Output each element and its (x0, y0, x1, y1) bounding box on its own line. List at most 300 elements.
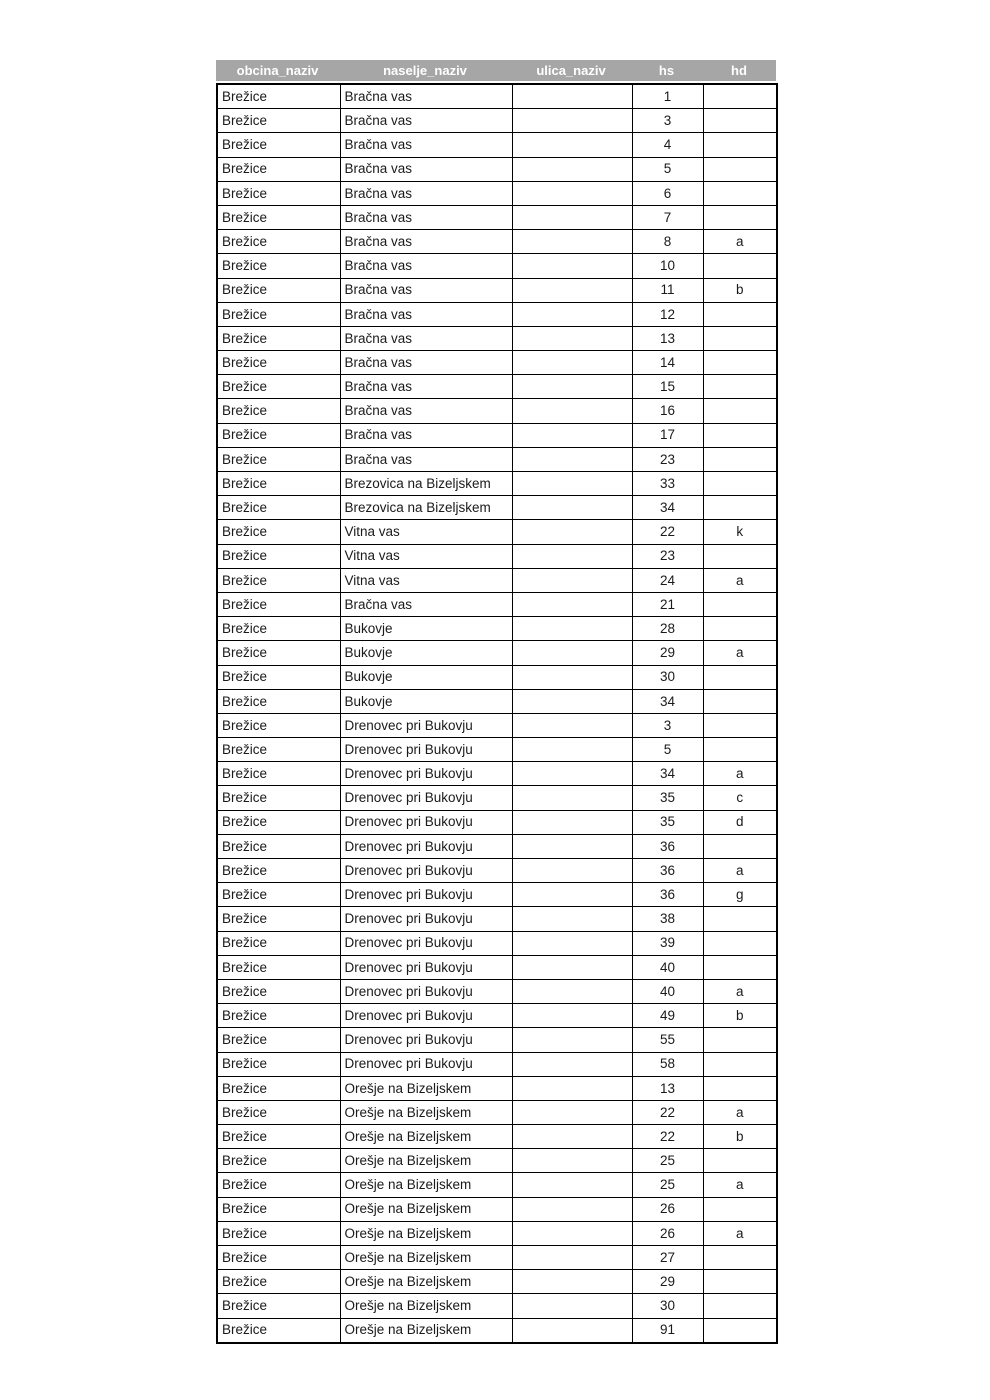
cell-obcina_naziv: Brežice (217, 399, 340, 423)
cell-hd (703, 907, 777, 931)
cell-hd (703, 375, 777, 399)
cell-hs: 3 (632, 713, 703, 737)
cell-obcina_naziv: Brežice (217, 1100, 340, 1124)
cell-ulica_naziv (512, 1052, 632, 1076)
cell-ulica_naziv (512, 1294, 632, 1318)
cell-hs: 30 (632, 665, 703, 689)
table-row (217, 568, 777, 592)
table-row (217, 1028, 777, 1052)
cell-hd (703, 1076, 777, 1100)
table-rows-container (217, 84, 777, 1343)
cell-hd (703, 326, 777, 350)
cell-naselje_naziv: Drenovec pri Bukovju (340, 738, 512, 762)
cell-ulica_naziv (512, 399, 632, 423)
cell-hs: 6 (632, 181, 703, 205)
table-row (217, 786, 777, 810)
cell-obcina_naziv: Brežice (217, 1221, 340, 1245)
cell-obcina_naziv: Brežice (217, 689, 340, 713)
cell-naselje_naziv: Bračna vas (340, 302, 512, 326)
table-row (217, 351, 777, 375)
table-row (217, 423, 777, 447)
cell-hs: 33 (632, 472, 703, 496)
cell-ulica_naziv (512, 979, 632, 1003)
table-row (217, 738, 777, 762)
cell-obcina_naziv: Brežice (217, 326, 340, 350)
cell-ulica_naziv (512, 326, 632, 350)
table-row (217, 762, 777, 786)
cell-ulica_naziv (512, 1173, 632, 1197)
cell-obcina_naziv: Brežice (217, 351, 340, 375)
cell-naselje_naziv: Orešje na Bizeljskem (340, 1076, 512, 1100)
cell-hs: 36 (632, 834, 703, 858)
cell-obcina_naziv: Brežice (217, 520, 340, 544)
table-row (217, 254, 777, 278)
table-row (217, 1149, 777, 1173)
cell-naselje_naziv: Drenovec pri Bukovju (340, 859, 512, 883)
cell-obcina_naziv: Brežice (217, 1076, 340, 1100)
cell-hs: 23 (632, 447, 703, 471)
cell-hd (703, 1270, 777, 1294)
cell-hd (703, 1149, 777, 1173)
cell-hs: 14 (632, 351, 703, 375)
cell-naselje_naziv: Bračna vas (340, 351, 512, 375)
cell-hs: 29 (632, 641, 703, 665)
cell-naselje_naziv: Bračna vas (340, 326, 512, 350)
cell-hd (703, 496, 777, 520)
table-row (217, 1004, 777, 1028)
cell-obcina_naziv: Brežice (217, 931, 340, 955)
cell-ulica_naziv (512, 665, 632, 689)
cell-obcina_naziv: Brežice (217, 1270, 340, 1294)
cell-hs: 55 (632, 1028, 703, 1052)
cell-naselje_naziv: Drenovec pri Bukovju (340, 931, 512, 955)
table-row (217, 399, 777, 423)
cell-naselje_naziv: Drenovec pri Bukovju (340, 762, 512, 786)
cell-hs: 34 (632, 496, 703, 520)
cell-hd (703, 1052, 777, 1076)
cell-hd (703, 617, 777, 641)
cell-ulica_naziv (512, 641, 632, 665)
cell-ulica_naziv (512, 496, 632, 520)
cell-naselje_naziv: Orešje na Bizeljskem (340, 1125, 512, 1149)
cell-hs: 4 (632, 133, 703, 157)
cell-hd: d (703, 810, 777, 834)
cell-hd: g (703, 883, 777, 907)
cell-hs: 27 (632, 1246, 703, 1270)
cell-obcina_naziv: Brežice (217, 375, 340, 399)
table-row (217, 1052, 777, 1076)
table-row (217, 133, 777, 157)
cell-naselje_naziv: Drenovec pri Bukovju (340, 1028, 512, 1052)
table-row (217, 1076, 777, 1100)
cell-hd: c (703, 786, 777, 810)
cell-hs: 40 (632, 979, 703, 1003)
cell-naselje_naziv: Drenovec pri Bukovju (340, 883, 512, 907)
cell-ulica_naziv (512, 1004, 632, 1028)
address-table (216, 60, 776, 1344)
cell-hs: 3 (632, 109, 703, 133)
cell-ulica_naziv (512, 955, 632, 979)
cell-obcina_naziv: Brežice (217, 1173, 340, 1197)
cell-ulica_naziv (512, 1318, 632, 1343)
cell-hs: 8 (632, 230, 703, 254)
cell-hs: 29 (632, 1270, 703, 1294)
cell-hd (703, 544, 777, 568)
cell-obcina_naziv: Brežice (217, 302, 340, 326)
cell-naselje_naziv: Drenovec pri Bukovju (340, 1004, 512, 1028)
cell-naselje_naziv: Orešje na Bizeljskem (340, 1318, 512, 1343)
column-header-obcina-naziv: obcina_naziv (236, 63, 319, 78)
cell-hd (703, 713, 777, 737)
cell-hs: 11 (632, 278, 703, 302)
table-row (217, 375, 777, 399)
cell-naselje_naziv: Drenovec pri Bukovju (340, 810, 512, 834)
cell-obcina_naziv: Brežice (217, 181, 340, 205)
cell-ulica_naziv (512, 738, 632, 762)
cell-hs: 40 (632, 955, 703, 979)
cell-hs: 28 (632, 617, 703, 641)
cell-obcina_naziv: Brežice (217, 979, 340, 1003)
cell-naselje_naziv: Bračna vas (340, 375, 512, 399)
cell-obcina_naziv: Brežice (217, 762, 340, 786)
cell-naselje_naziv: Bukovje (340, 617, 512, 641)
cell-hd (703, 1197, 777, 1221)
cell-hs: 13 (632, 1076, 703, 1100)
cell-obcina_naziv: Brežice (217, 713, 340, 737)
cell-obcina_naziv: Brežice (217, 738, 340, 762)
cell-naselje_naziv: Vitna vas (340, 544, 512, 568)
cell-obcina_naziv: Brežice (217, 447, 340, 471)
cell-hd (703, 834, 777, 858)
cell-hd (703, 302, 777, 326)
table-row (217, 472, 777, 496)
cell-ulica_naziv (512, 1221, 632, 1245)
cell-ulica_naziv (512, 810, 632, 834)
cell-naselje_naziv: Bračna vas (340, 278, 512, 302)
cell-hs: 39 (632, 931, 703, 955)
cell-ulica_naziv (512, 1149, 632, 1173)
cell-obcina_naziv: Brežice (217, 472, 340, 496)
cell-ulica_naziv (512, 84, 632, 109)
cell-hs: 25 (632, 1149, 703, 1173)
cell-naselje_naziv: Drenovec pri Bukovju (340, 834, 512, 858)
cell-ulica_naziv (512, 544, 632, 568)
cell-obcina_naziv: Brežice (217, 786, 340, 810)
cell-hs: 38 (632, 907, 703, 931)
cell-hs: 36 (632, 883, 703, 907)
cell-naselje_naziv: Orešje na Bizeljskem (340, 1173, 512, 1197)
cell-obcina_naziv: Brežice (217, 1197, 340, 1221)
cell-ulica_naziv (512, 907, 632, 931)
table-row (217, 326, 777, 350)
table-row (217, 979, 777, 1003)
table-row (217, 157, 777, 181)
cell-ulica_naziv (512, 157, 632, 181)
cell-naselje_naziv: Orešje na Bizeljskem (340, 1294, 512, 1318)
cell-hs: 22 (632, 1125, 703, 1149)
table-row (217, 810, 777, 834)
cell-naselje_naziv: Bračna vas (340, 205, 512, 229)
cell-ulica_naziv (512, 254, 632, 278)
cell-hd: b (703, 1125, 777, 1149)
cell-ulica_naziv (512, 762, 632, 786)
cell-naselje_naziv: Bračna vas (340, 399, 512, 423)
cell-obcina_naziv: Brežice (217, 665, 340, 689)
cell-naselje_naziv: Bukovje (340, 689, 512, 713)
cell-hs: 34 (632, 689, 703, 713)
table-row (217, 907, 777, 931)
cell-obcina_naziv: Brežice (217, 84, 340, 109)
cell-naselje_naziv: Drenovec pri Bukovju (340, 907, 512, 931)
table-row (217, 1221, 777, 1245)
cell-hd (703, 1028, 777, 1052)
cell-obcina_naziv: Brežice (217, 1246, 340, 1270)
table-row (217, 496, 777, 520)
cell-hd: a (703, 1100, 777, 1124)
table-row (217, 302, 777, 326)
cell-naselje_naziv: Bračna vas (340, 254, 512, 278)
cell-hd (703, 1318, 777, 1343)
cell-ulica_naziv (512, 520, 632, 544)
cell-hs: 35 (632, 810, 703, 834)
table-row (217, 883, 777, 907)
cell-hs: 36 (632, 859, 703, 883)
cell-obcina_naziv: Brežice (217, 617, 340, 641)
cell-hs: 22 (632, 1100, 703, 1124)
cell-ulica_naziv (512, 447, 632, 471)
cell-hs: 49 (632, 1004, 703, 1028)
table-row (217, 1197, 777, 1221)
table-row (217, 205, 777, 229)
cell-naselje_naziv: Bračna vas (340, 230, 512, 254)
cell-hs: 25 (632, 1173, 703, 1197)
table-row (217, 181, 777, 205)
cell-naselje_naziv: Drenovec pri Bukovju (340, 955, 512, 979)
cell-obcina_naziv: Brežice (217, 1294, 340, 1318)
cell-obcina_naziv: Brežice (217, 496, 340, 520)
cell-ulica_naziv (512, 133, 632, 157)
cell-naselje_naziv: Brezovica na Bizeljskem (340, 472, 512, 496)
cell-ulica_naziv (512, 472, 632, 496)
cell-obcina_naziv: Brežice (217, 544, 340, 568)
cell-obcina_naziv: Brežice (217, 109, 340, 133)
cell-hd (703, 689, 777, 713)
cell-obcina_naziv: Brežice (217, 157, 340, 181)
cell-hd (703, 1294, 777, 1318)
cell-obcina_naziv: Brežice (217, 641, 340, 665)
cell-hd (703, 472, 777, 496)
cell-hd: a (703, 1173, 777, 1197)
cell-obcina_naziv: Brežice (217, 1318, 340, 1343)
cell-hs: 5 (632, 738, 703, 762)
cell-hs: 91 (632, 1318, 703, 1343)
cell-hd (703, 133, 777, 157)
table-row (217, 1100, 777, 1124)
cell-hs: 16 (632, 399, 703, 423)
cell-ulica_naziv (512, 689, 632, 713)
cell-naselje_naziv: Drenovec pri Bukovju (340, 1052, 512, 1076)
table-row (217, 1125, 777, 1149)
cell-ulica_naziv (512, 1125, 632, 1149)
cell-hs: 5 (632, 157, 703, 181)
cell-naselje_naziv: Bračna vas (340, 592, 512, 616)
cell-hd (703, 157, 777, 181)
cell-ulica_naziv (512, 181, 632, 205)
cell-ulica_naziv (512, 351, 632, 375)
cell-ulica_naziv (512, 1028, 632, 1052)
cell-obcina_naziv: Brežice (217, 955, 340, 979)
cell-ulica_naziv (512, 834, 632, 858)
cell-ulica_naziv (512, 230, 632, 254)
cell-hd: a (703, 762, 777, 786)
cell-obcina_naziv: Brežice (217, 859, 340, 883)
cell-hd: a (703, 979, 777, 1003)
cell-ulica_naziv (512, 786, 632, 810)
cell-ulica_naziv (512, 1197, 632, 1221)
cell-hs: 58 (632, 1052, 703, 1076)
cell-hs: 12 (632, 302, 703, 326)
cell-naselje_naziv: Brezovica na Bizeljskem (340, 496, 512, 520)
cell-naselje_naziv: Bračna vas (340, 423, 512, 447)
cell-hs: 17 (632, 423, 703, 447)
table-row (217, 955, 777, 979)
cell-obcina_naziv: Brežice (217, 205, 340, 229)
cell-ulica_naziv (512, 1100, 632, 1124)
cell-ulica_naziv (512, 423, 632, 447)
cell-hd (703, 592, 777, 616)
cell-obcina_naziv: Brežice (217, 423, 340, 447)
cell-ulica_naziv (512, 278, 632, 302)
cell-hd (703, 254, 777, 278)
cell-obcina_naziv: Brežice (217, 592, 340, 616)
cell-ulica_naziv (512, 302, 632, 326)
cell-ulica_naziv (512, 883, 632, 907)
table-row (217, 713, 777, 737)
cell-naselje_naziv: Drenovec pri Bukovju (340, 786, 512, 810)
cell-naselje_naziv: Orešje na Bizeljskem (340, 1270, 512, 1294)
table-row (217, 84, 777, 109)
cell-obcina_naziv: Brežice (217, 1125, 340, 1149)
cell-hd (703, 84, 777, 109)
cell-ulica_naziv (512, 931, 632, 955)
table-row (217, 278, 777, 302)
cell-naselje_naziv: Vitna vas (340, 568, 512, 592)
cell-hs: 21 (632, 592, 703, 616)
cell-hs: 10 (632, 254, 703, 278)
cell-hs: 13 (632, 326, 703, 350)
cell-naselje_naziv: Bračna vas (340, 109, 512, 133)
cell-obcina_naziv: Brežice (217, 254, 340, 278)
table-row (217, 617, 777, 641)
cell-hs: 26 (632, 1197, 703, 1221)
cell-hd (703, 738, 777, 762)
cell-hd: k (703, 520, 777, 544)
cell-naselje_naziv: Orešje na Bizeljskem (340, 1197, 512, 1221)
cell-obcina_naziv: Brežice (217, 810, 340, 834)
table-row (217, 1246, 777, 1270)
cell-hs: 30 (632, 1294, 703, 1318)
cell-hs: 1 (632, 84, 703, 109)
table-row (217, 592, 777, 616)
cell-ulica_naziv (512, 109, 632, 133)
table-row (217, 447, 777, 471)
cell-ulica_naziv (512, 859, 632, 883)
cell-hs: 35 (632, 786, 703, 810)
table-row (217, 109, 777, 133)
address-table-body (216, 83, 778, 1344)
cell-naselje_naziv: Orešje na Bizeljskem (340, 1149, 512, 1173)
table-header-row (216, 60, 776, 81)
cell-hd (703, 423, 777, 447)
cell-hd: a (703, 859, 777, 883)
cell-obcina_naziv: Brežice (217, 1052, 340, 1076)
table-row (217, 1270, 777, 1294)
cell-naselje_naziv: Orešje na Bizeljskem (340, 1100, 512, 1124)
cell-hd (703, 955, 777, 979)
cell-ulica_naziv (512, 205, 632, 229)
cell-obcina_naziv: Brežice (217, 907, 340, 931)
table-row (217, 230, 777, 254)
cell-hd: b (703, 1004, 777, 1028)
cell-obcina_naziv: Brežice (217, 230, 340, 254)
column-header-ulica-naziv: ulica_naziv (536, 63, 606, 78)
cell-hd: a (703, 1221, 777, 1245)
cell-ulica_naziv (512, 713, 632, 737)
cell-hs: 7 (632, 205, 703, 229)
table-row (217, 859, 777, 883)
cell-ulica_naziv (512, 617, 632, 641)
cell-naselje_naziv: Vitna vas (340, 520, 512, 544)
cell-hs: 22 (632, 520, 703, 544)
table-row (217, 1294, 777, 1318)
cell-ulica_naziv (512, 568, 632, 592)
cell-obcina_naziv: Brežice (217, 834, 340, 858)
cell-obcina_naziv: Brežice (217, 1028, 340, 1052)
column-header-hd: hd (731, 63, 747, 78)
cell-naselje_naziv: Bračna vas (340, 84, 512, 109)
cell-naselje_naziv: Bračna vas (340, 447, 512, 471)
cell-hd (703, 109, 777, 133)
table-row (217, 931, 777, 955)
cell-obcina_naziv: Brežice (217, 1004, 340, 1028)
cell-ulica_naziv (512, 592, 632, 616)
cell-hs: 26 (632, 1221, 703, 1245)
cell-naselje_naziv: Bukovje (340, 641, 512, 665)
cell-hd (703, 205, 777, 229)
cell-naselje_naziv: Orešje na Bizeljskem (340, 1221, 512, 1245)
cell-naselje_naziv: Bračna vas (340, 181, 512, 205)
cell-hd (703, 181, 777, 205)
table-row (217, 544, 777, 568)
table-row (217, 1318, 777, 1343)
cell-ulica_naziv (512, 375, 632, 399)
cell-obcina_naziv: Brežice (217, 278, 340, 302)
cell-hs: 34 (632, 762, 703, 786)
cell-hd: a (703, 568, 777, 592)
table-row (217, 1173, 777, 1197)
cell-hd (703, 1246, 777, 1270)
column-header-hs: hs (658, 63, 675, 78)
table-row (217, 834, 777, 858)
cell-naselje_naziv: Orešje na Bizeljskem (340, 1246, 512, 1270)
cell-hd (703, 665, 777, 689)
cell-naselje_naziv: Bračna vas (340, 133, 512, 157)
column-header-naselje-naziv: naselje_naziv (383, 63, 467, 78)
cell-naselje_naziv: Bukovje (340, 665, 512, 689)
cell-hd (703, 351, 777, 375)
cell-hd: a (703, 230, 777, 254)
cell-obcina_naziv: Brežice (217, 133, 340, 157)
